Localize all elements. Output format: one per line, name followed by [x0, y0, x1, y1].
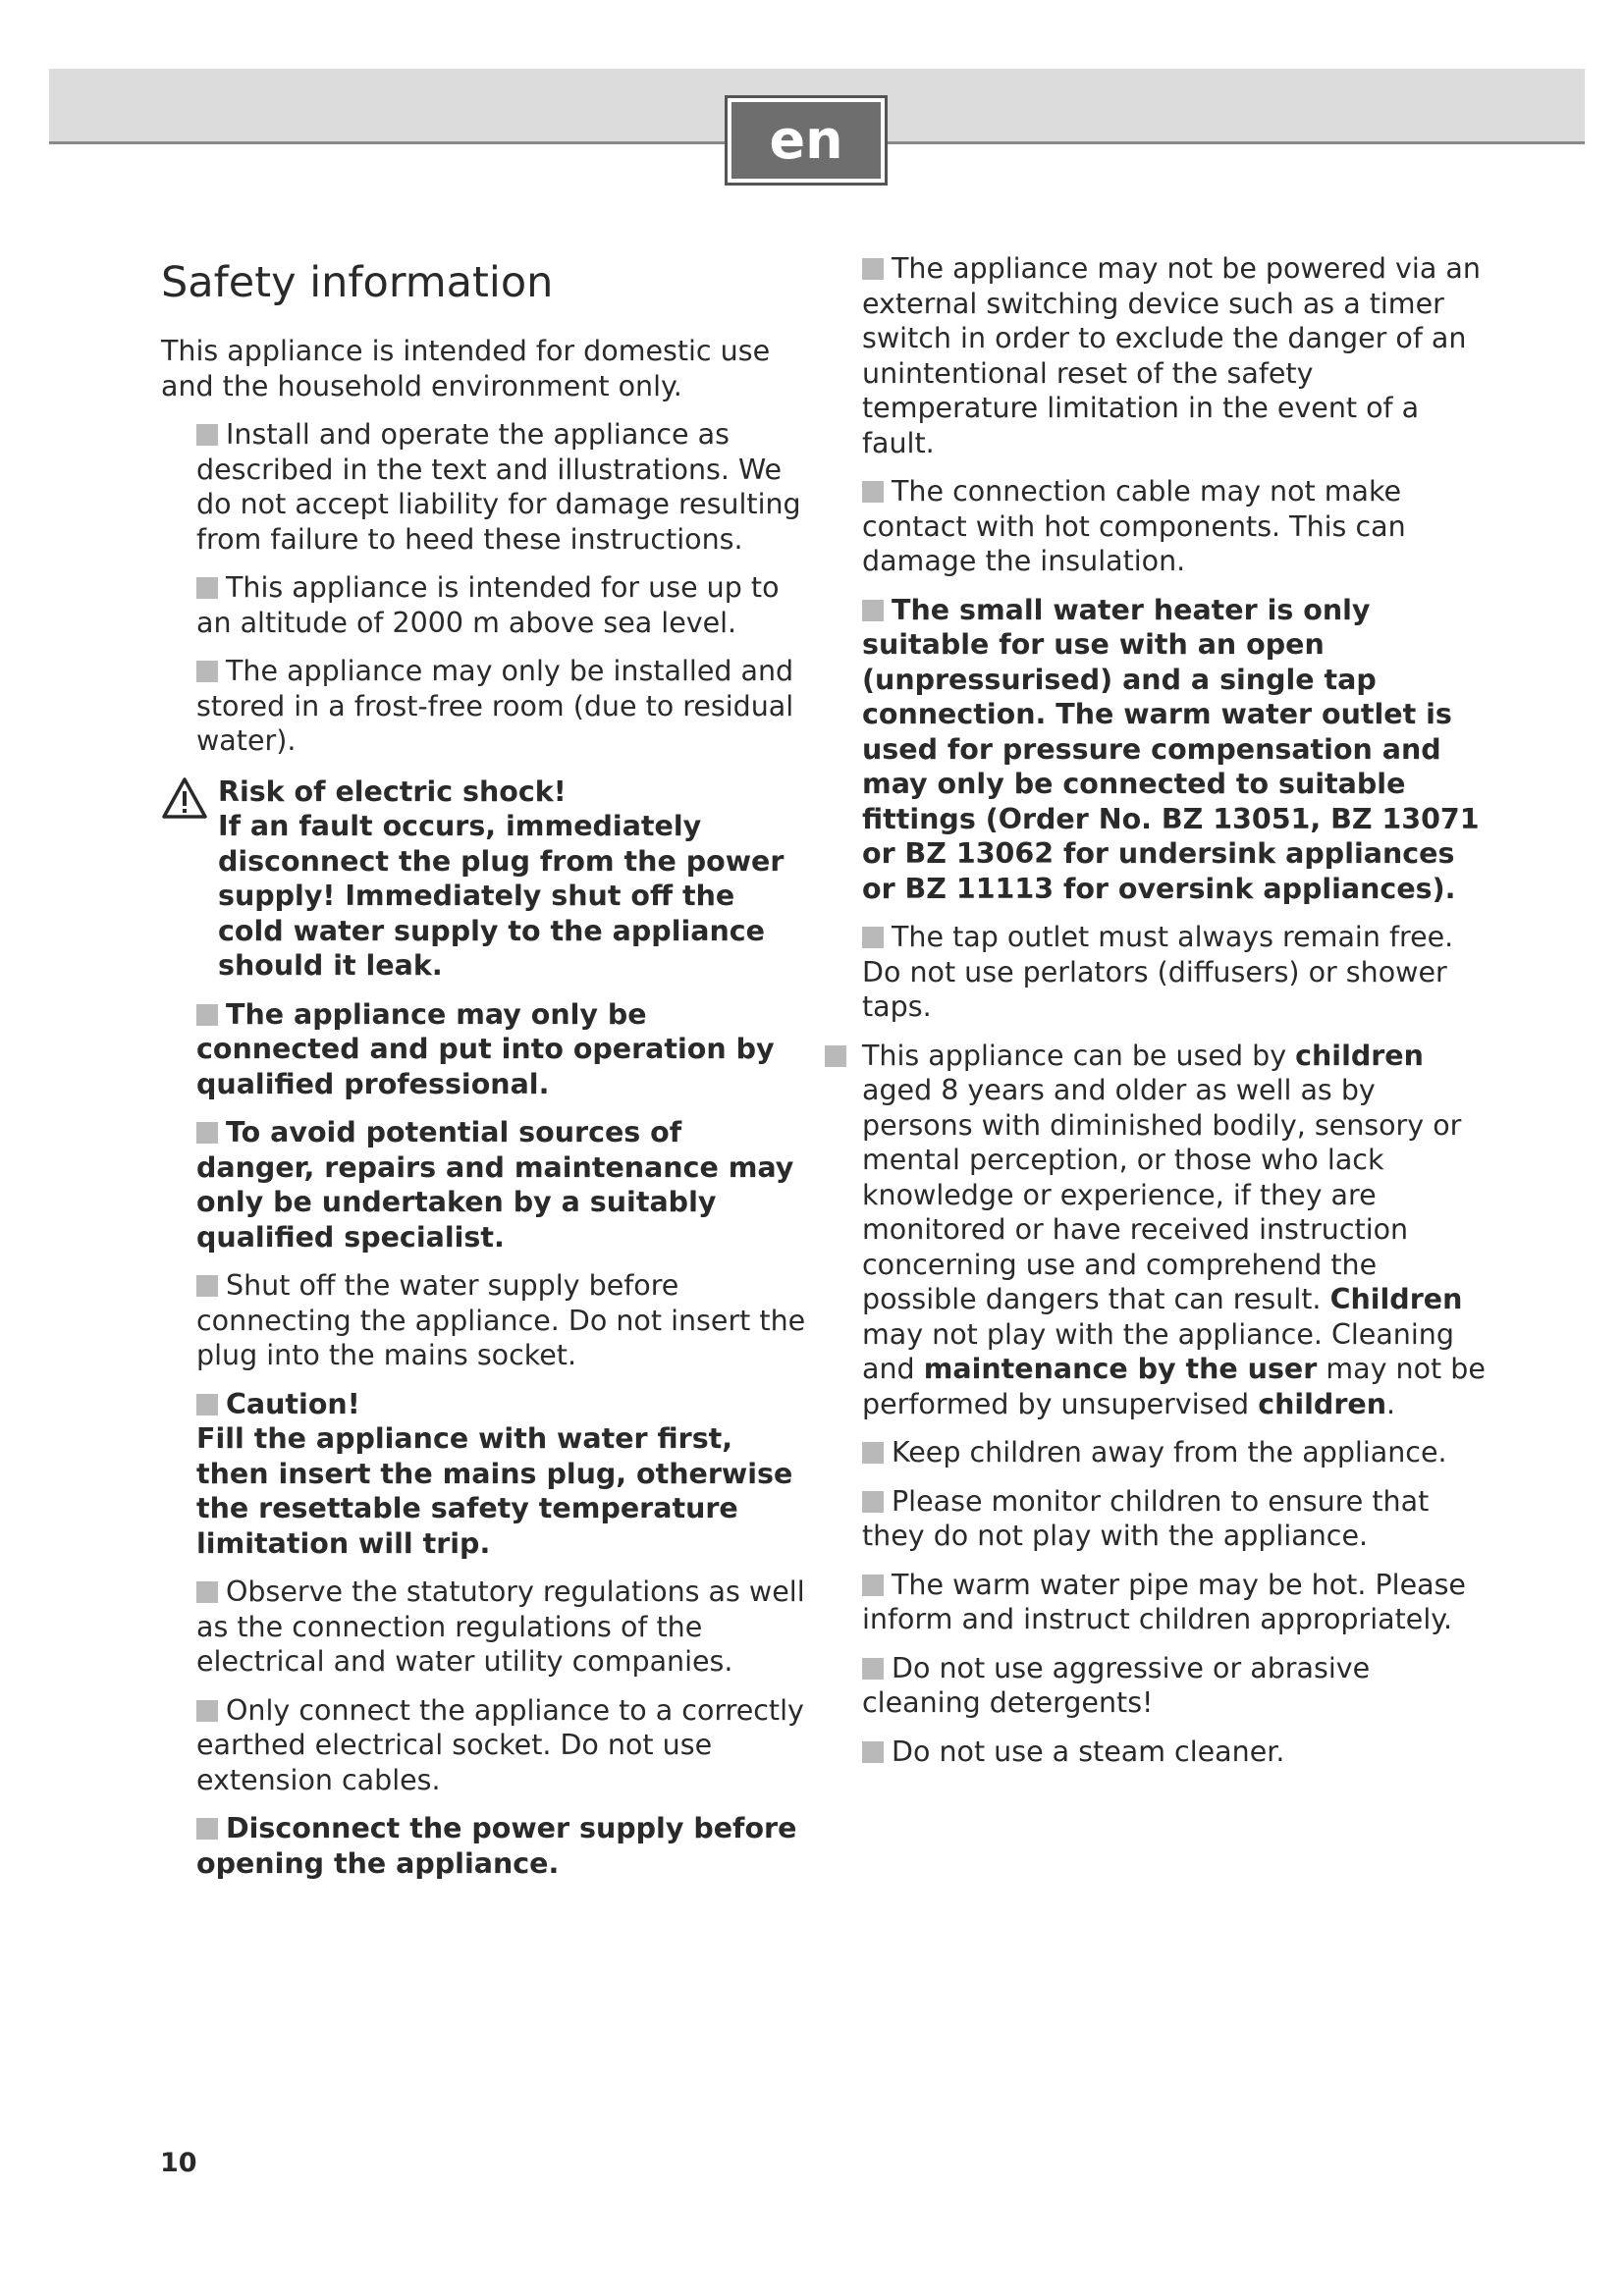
page-title: Safety information [161, 258, 554, 307]
bullet-square-icon [196, 577, 218, 599]
list-item: The appliance may only be installed and stored in a frost-free room (due to residual water). [196, 655, 794, 757]
right-column [862, 251, 1490, 1783]
list-item: Please monitor children to ensure that they do not play with the appliance. [862, 1484, 1430, 1552]
list-item: The tap outlet must always remain free. Do not use perlators (diffusers) or shower taps. [862, 921, 1454, 1023]
electric-shock-warning [161, 774, 809, 984]
bullet-square-icon [196, 1394, 218, 1415]
list-item: The appliance may only be connected and put into operation by qualified professional. [196, 997, 775, 1100]
caution-text: Fill the appliance with water first, then insert the mains plug, otherwise the resettable safety temperature limitation will trip. [196, 1422, 793, 1560]
list-item: To avoid potential sources of danger, repairs and maintenance may only be undertaken by a suitably qualified specialist. [196, 1116, 794, 1254]
bullet-square-icon [862, 600, 884, 621]
warning-title: Risk of electric shock! [218, 774, 567, 808]
warning-triangle-icon [161, 776, 208, 820]
list-item: Keep children away from the appliance. [862, 1435, 1490, 1470]
bullet-square-icon [862, 1575, 884, 1596]
language-badge [725, 95, 888, 186]
bullet-square-icon [862, 258, 884, 280]
list-item: Observe the statutory regulations as well as the connection regulations of the electrical and water utility companies. [196, 1575, 805, 1678]
list-item: Disconnect the power supply before opening the appliance. [196, 1812, 797, 1880]
bullet-square-icon [862, 481, 884, 503]
list-item: The connection cable may not make contact with hot components. This can damage the insulation. [862, 475, 1406, 577]
list-item: The warm water pipe may be hot. Please inform and instruct children appropriately. [862, 1568, 1466, 1635]
bullet-square-icon [862, 927, 884, 948]
list-item: The appliance may not be powered via an external switching device such as a timer switch in order to exclude the danger of an unintentional reset of the safety temperature limitation in the event of a fault. [862, 252, 1481, 459]
list-item: The small water heater is only suitable for use with an open (unpressurised) and a single tap connection. The warm water outlet is used for pressure compensation and may only be connected to suitable fittings (Order No. BZ 13051, BZ 13071 or BZ 13062 for undersink appliances or BZ 11113 for oversink appliances). [862, 593, 1480, 905]
language-label: en [731, 102, 881, 179]
list-item: Install and operate the appliance as described in the text and illustrations. We do not accept liability for damage resulting from failure to heed these instructions. [196, 418, 801, 556]
bullet-square-icon [862, 1658, 884, 1680]
list-item: Shut off the water supply before connecting the appliance. Do not insert the plug into the mains socket. [196, 1269, 806, 1371]
bullet-square-icon [196, 661, 218, 682]
bullet-square-icon [196, 1275, 218, 1297]
bullet-square-icon [196, 424, 218, 446]
list-item: This appliance is intended for use up to an altitude of 2000 m above sea level. [196, 571, 780, 639]
intro-text: This appliance is intended for domestic use and the household environment only. [161, 335, 771, 402]
caution-title: Caution! [226, 1387, 360, 1420]
bullet-square-icon [862, 1491, 884, 1513]
children-paragraph: This appliance can be used by children aged 8 years and older as well as by persons with diminished bodily, sensory or mental perception, or those who lack knowledge or experience, if they are monitored or have received instruction concerning use and comprehend the possible dangers that can result. Children may not play with the appliance. Cleaning and maintenance by the user may not be performed by unsupervised children. [825, 1039, 1490, 1422]
bullet-square-icon [196, 1700, 218, 1722]
bullet-square-icon [825, 1045, 846, 1067]
caution-block [196, 1387, 809, 1562]
warning-text: If an fault occurs, immediately disconnect the plug from the power supply! Immediately shut off the cold water supply to the appliance should it leak. [218, 810, 785, 982]
page-number: 10 [160, 2148, 197, 2178]
bullet-square-icon [196, 1581, 218, 1603]
bullet-square-icon [196, 1004, 218, 1026]
bullet-square-icon [196, 1818, 218, 1840]
bullet-square-icon [196, 1122, 218, 1144]
bullet-square-icon [862, 1741, 884, 1763]
bullet-square-icon [862, 1442, 884, 1464]
left-column [161, 251, 809, 1895]
list-item: Do not use a steam cleaner. [862, 1735, 1490, 1770]
list-item: Only connect the appliance to a correctly earthed electrical socket. Do not use extension cables. [196, 1693, 804, 1796]
list-item: Do not use aggressive or abrasive cleaning detergents! [862, 1651, 1371, 1719]
